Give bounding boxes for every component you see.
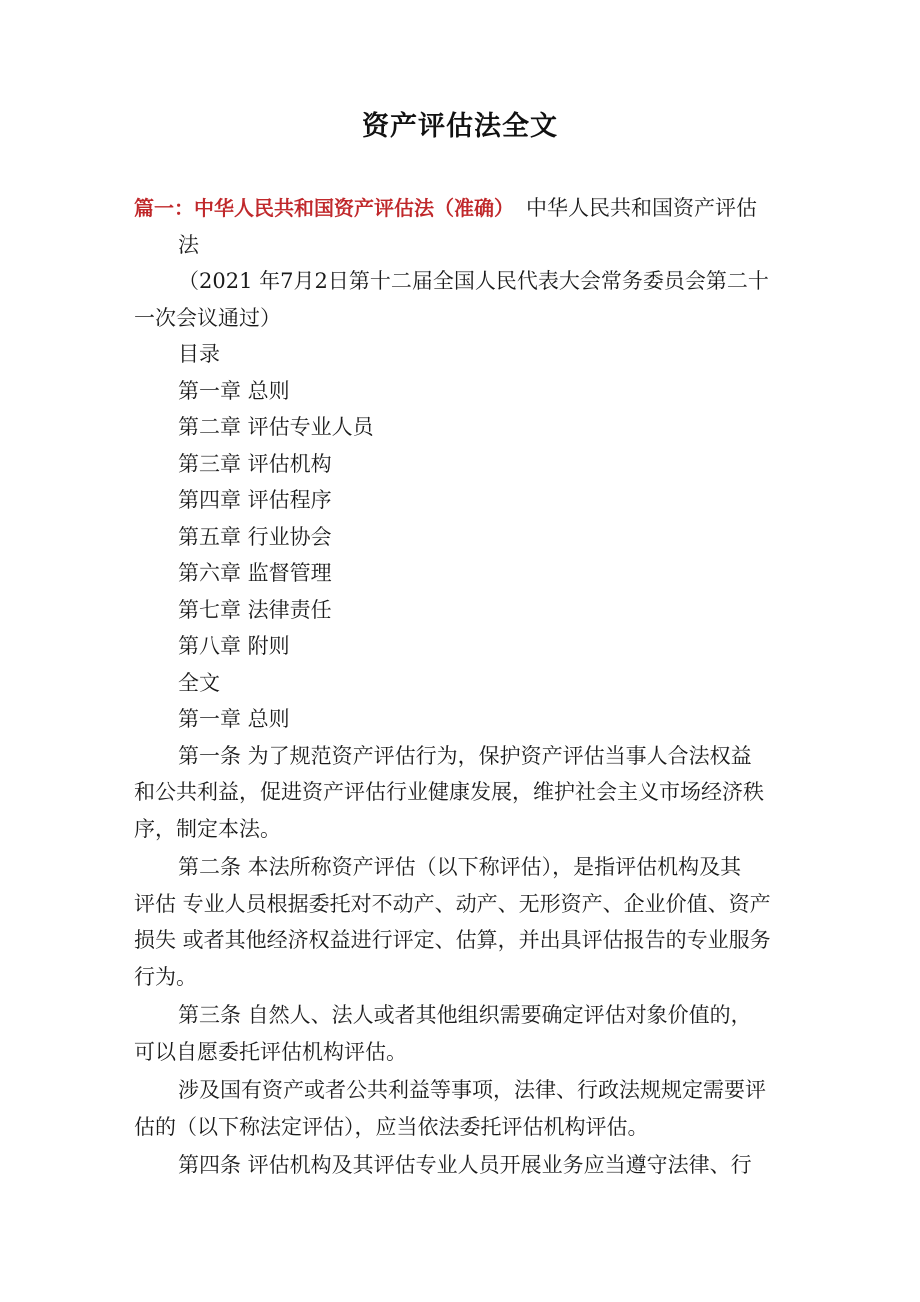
fulltext-label: 全文 bbox=[178, 670, 220, 695]
toc-label: 目录 bbox=[178, 342, 220, 366]
toc-item: 第一章 总则 bbox=[178, 378, 290, 403]
article-2-line: 损失 或者其他经济权益进行评定、估算，并出具评估报告的专业服务 bbox=[134, 928, 771, 952]
section-heading-red: 篇一：中华人民共和国资产评估法（准确） bbox=[134, 196, 514, 220]
article-2-line: 行为。 bbox=[134, 964, 197, 989]
article-3-line: 可以自愿委托评估机构评估。 bbox=[134, 1039, 407, 1064]
section-heading bbox=[134, 190, 794, 227]
toc-item: 第二章 评估专业人员 bbox=[178, 415, 374, 439]
toc-item: 第四章 评估程序 bbox=[178, 488, 332, 512]
chapter-heading: 第一章 总则 bbox=[178, 707, 290, 731]
toc-item: 第七章 法律责任 bbox=[178, 597, 332, 622]
article-3-line: 第三条 自然人、法人或者其他组织需要确定评估对象价值的， bbox=[178, 1003, 752, 1027]
toc-item: 第三章 评估机构 bbox=[178, 451, 332, 476]
article-1-line: 第一条 为了规范资产评估行为，保护资产评估当事人合法权益 bbox=[178, 743, 752, 768]
adoption-line-1: （2021 年7月2日第十二届全国人民代表大会常务委员会第二十 bbox=[178, 269, 769, 293]
article-1-line: 序，制定本法。 bbox=[134, 816, 281, 841]
section-heading-cont: 法 bbox=[178, 232, 199, 257]
document-body bbox=[134, 190, 794, 1184]
article-2-line: 评估 专业人员根据委托对不动产、动产、无形资产、企业价值、资产 bbox=[134, 891, 771, 916]
article-3-paragraph-line: 涉及国有资产或者公共利益等事项，法律、行政法规规定需要评 bbox=[178, 1078, 766, 1102]
article-2-line: 第二条 本法所称资产评估（以下称评估），是指评估机构及其 bbox=[178, 855, 742, 879]
article-1-line: 和公共利益，促进资产评估行业健康发展，维护社会主义市场经济秩 bbox=[134, 780, 764, 804]
adoption-line-2: 一次会议通过） bbox=[134, 305, 281, 330]
article-4-line: 第四条 评估机构及其评估专业人员开展业务应当遵守法律、行 bbox=[178, 1153, 752, 1177]
toc-item: 第六章 监督管理 bbox=[178, 561, 332, 585]
page-title: 资产评估法全文 bbox=[362, 111, 558, 142]
toc-item: 第五章 行业协会 bbox=[178, 524, 332, 549]
section-heading-text: 中华人民共和国资产评估 bbox=[526, 196, 757, 220]
article-3-paragraph-line: 估的（以下称法定评估），应当依法委托评估机构评估。 bbox=[134, 1114, 649, 1139]
toc-item: 第八章 附则 bbox=[178, 634, 290, 658]
